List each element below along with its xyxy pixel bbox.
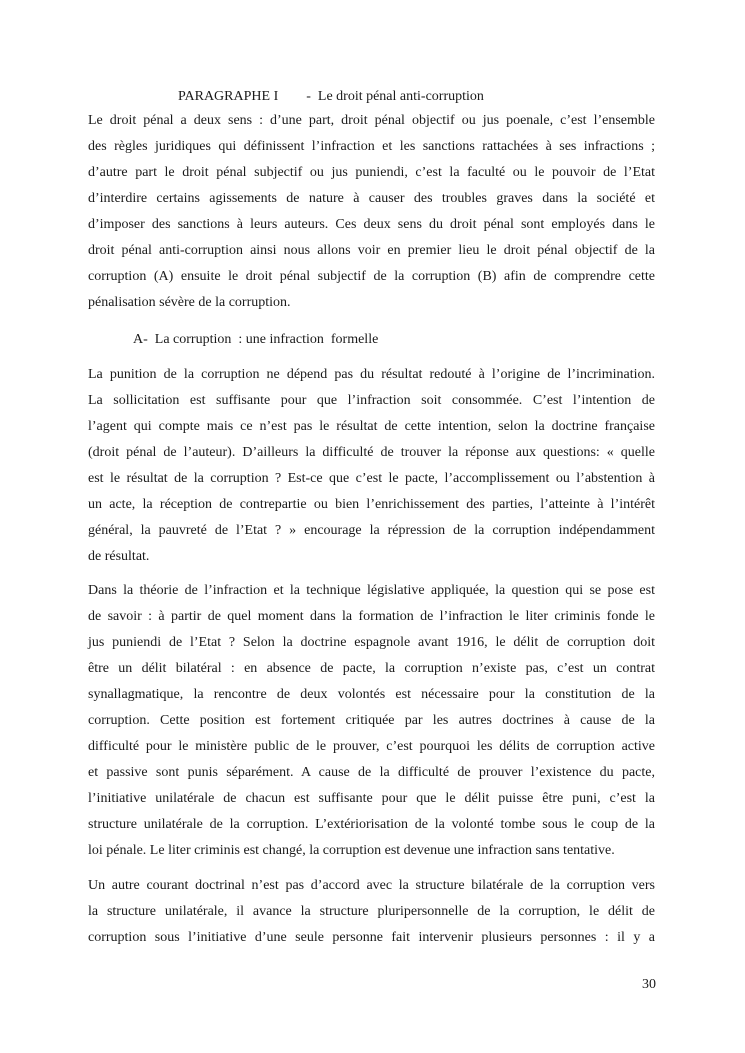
text-line: La punition de la corruption ne dépend pas du résultat redouté à l’origine de l’incrimination. (88, 367, 655, 382)
text-line: jus puniendi de l’Etat ? Selon la doctrine espagnole avant 1916, le délit de corruption doit (88, 635, 655, 650)
text-line: des règles juridiques qui définissent l’infraction et les sanctions rattachées à ses infractions ; (88, 139, 655, 154)
text-line: synallagmatique, la rencontre de deux volontés est nécessaire pour la constitution de la (88, 687, 655, 702)
text-line: l’agent qui compte mais ce n’est pas le résultat de cette intention, selon la doctrine française (88, 419, 655, 434)
text-line: un acte, la réception de contrepartie ou bien l’enrichissement des parties, l’atteinte à l’intérêt (88, 497, 655, 512)
text-line: être un délit bilatéral : en absence de pacte, la corruption n’existe pas, c’est un contrat (88, 661, 655, 676)
text-line: Dans la théorie de l’infraction et la technique législative appliquée, la question qui se pose est (88, 583, 655, 598)
text-line: loi pénale. Le liter criminis est changé, la corruption est devenue une infraction sans tentative. (88, 843, 615, 858)
text-line: difficulté pour le ministère public de le prouver, c’est pourquoi les délits de corruption active (88, 739, 655, 754)
body-paragraph-3 (88, 578, 655, 864)
text-line: d’autre part le droit pénal subjectif ou jus puniendi, c’est la faculté ou le pouvoir de l’Etat (88, 165, 655, 180)
page-number: 30 (642, 977, 656, 992)
text-line: et passive sont punis séparément. A cause de la difficulté de prouver l’existence du pacte, (88, 765, 655, 780)
body-paragraph-1 (88, 108, 655, 316)
text-line: (droit pénal de l’auteur). D’ailleurs la difficulté de trouver la réponse aux questions: « quelle (88, 445, 655, 460)
text-line: d’interdire certains agissements de nature à causer des troubles graves dans la société et (88, 191, 655, 206)
text-line: corruption sous l’initiative d’une seule personne fait intervenir plusieurs personnes : il y a (88, 930, 655, 945)
text-line: Un autre courant doctrinal n’est pas d’accord avec la structure bilatérale de la corruption vers (88, 878, 655, 893)
section-a-title: A- La corruption : une infraction formelle (133, 332, 379, 347)
text-line: de résultat. (88, 549, 150, 564)
text-line: la structure unilatérale, il avance la structure pluripersonnelle de la corruption, le délit de (88, 904, 655, 919)
text-line: d’imposer des sanctions à leurs auteurs. Ces deux sens du droit pénal sont employés dans le (88, 217, 655, 232)
text-line: Le droit pénal a deux sens : d’une part, droit pénal objectif ou jus poenale, c’est l’ensemble (88, 113, 655, 128)
text-line: l’initiative unilatérale de chacun est suffisante pour que le délit puisse être puni, c’est la (88, 791, 655, 806)
text-line: de savoir : à partir de quel moment dans la formation de l’infraction le liter criminis fonde le (88, 609, 655, 624)
text-line: général, la pauvreté de l’Etat ? » encourage la répression de la corruption indépendamment (88, 523, 655, 538)
body-paragraph-2 (88, 362, 655, 570)
text-line: corruption. Cette position est fortement critiquée par les autres doctrines à cause de la (88, 713, 655, 728)
text-line: corruption (A) ensuite le droit pénal subjectif de la corruption (B) afin de comprendre cette (88, 269, 655, 284)
text-line: est le résultat de la corruption ? Est-ce que c’est le pacte, l’accomplissement ou l’abstention à (88, 471, 655, 486)
body-paragraph-4 (88, 873, 655, 951)
text-line: structure unilatérale de la corruption. L’extériorisation de la volonté tombe sous le coup de la (88, 817, 655, 832)
text-line: pénalisation sévère de la corruption. (88, 295, 291, 310)
text-line: droit pénal anti-corruption ainsi nous allons voir en premier lieu le droit pénal objectif de la (88, 243, 655, 258)
text-line: La sollicitation est suffisante pour que l’infraction soit consommée. C’est l’intention de (88, 393, 655, 408)
paragraph-heading: PARAGRAPHE I - Le droit pénal anti-corruption (178, 89, 484, 104)
